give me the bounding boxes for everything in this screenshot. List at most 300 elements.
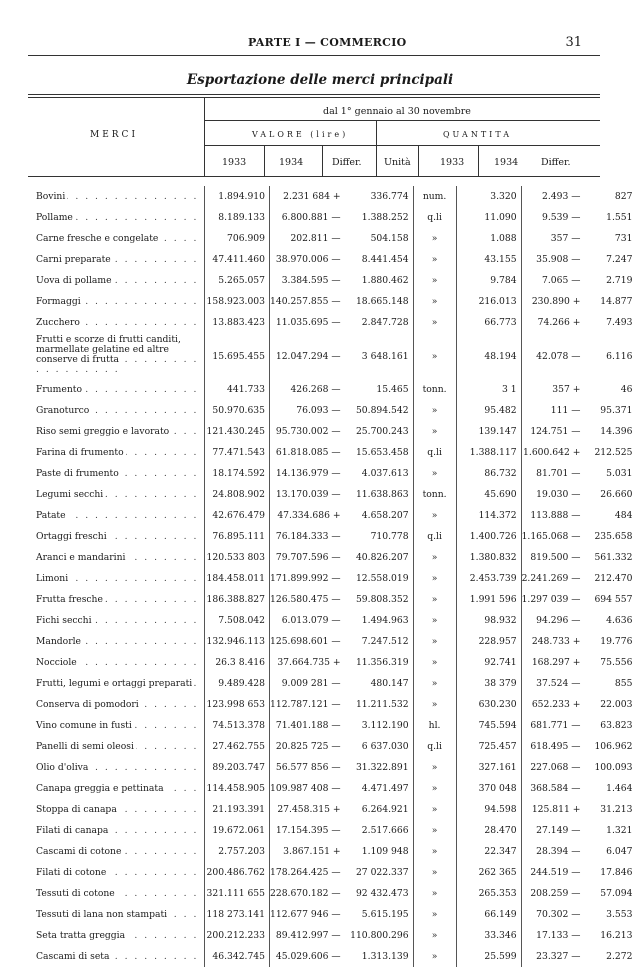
- table-row: [30, 186, 636, 207]
- divider: [204, 98, 205, 176]
- quantity-1933: 1.400.726: [456, 526, 521, 547]
- value-1933: 184.458.011: [205, 568, 270, 589]
- table-row: [30, 312, 636, 333]
- table-row: [30, 841, 636, 862]
- unit: »: [413, 862, 456, 883]
- quantity-diff: 95.371: [600, 405, 633, 416]
- quantity-diff: 46: [620, 384, 633, 395]
- quantity-diff: 75.556: [600, 657, 633, 668]
- value-1933: 15.695.455: [205, 333, 270, 379]
- row-label: Nocciole: [36, 657, 77, 668]
- quantity-1934: 37.524 —: [536, 678, 581, 689]
- quantity-1933: 9.784: [456, 270, 521, 291]
- value-1934: 140.257.855 —: [270, 296, 341, 307]
- unit: »: [413, 883, 456, 904]
- row-label: Panelli di semi oleosi: [36, 741, 134, 752]
- value-1933: 8.189.133: [205, 207, 270, 228]
- quantity-1934: 9.539 —: [542, 212, 581, 223]
- quantity-diff: 14.396: [600, 426, 633, 437]
- value-1934: 38.970.006 —: [275, 254, 341, 265]
- value-1934: 61.818.085 —: [275, 447, 341, 458]
- col-quantita-differ: Differ.: [541, 157, 571, 168]
- table-row: [30, 715, 636, 736]
- row-label: Olio d'oliva: [36, 762, 89, 773]
- quantity-1934: 368.584 —: [530, 783, 581, 794]
- row-label: Cascami di cotone: [36, 846, 122, 857]
- table-row: [30, 421, 636, 442]
- table-row: [30, 610, 636, 631]
- value-1933: 89.203.747: [205, 757, 270, 778]
- row-name: [30, 400, 205, 421]
- table-row: [30, 207, 636, 228]
- row-label: Canapa greggia e pettinata: [36, 783, 164, 794]
- unit: »: [413, 841, 456, 862]
- row-label: Frutta fresche: [36, 594, 103, 605]
- row-label: Tessuti di cotone: [36, 888, 115, 899]
- quantity-1933: 86.732: [456, 463, 521, 484]
- row-label: Cascami di seta: [36, 951, 110, 962]
- table-row: [30, 547, 636, 568]
- value-1934: 426.268 —: [290, 384, 341, 395]
- divider: [376, 121, 377, 176]
- row-label: Carne fresche e congelate: [36, 233, 159, 244]
- value-diff: 5.615.195: [345, 904, 414, 925]
- quantity-1933: 630.230: [456, 694, 521, 715]
- quantity-diff: 484: [614, 510, 633, 521]
- value-1933: 132.946.113: [205, 631, 270, 652]
- quantity-1933: 327.161: [456, 757, 521, 778]
- quantity-1934: 7.065 —: [542, 275, 581, 286]
- value-diff: 8.441.454: [345, 249, 414, 270]
- quantity-1933: 265.353: [456, 883, 521, 904]
- quantity-1934: 111 —: [550, 405, 581, 416]
- table-row: [30, 249, 636, 270]
- quantity-1934: 208.259 —: [530, 888, 581, 899]
- quantity-1933: 28.470: [456, 820, 521, 841]
- unit: »: [413, 228, 456, 249]
- quantity-1934: 357 +: [552, 384, 581, 395]
- unit: »: [413, 505, 456, 526]
- quantity-1933: 66.773: [456, 312, 521, 333]
- row-name: [30, 505, 205, 526]
- value-diff: 50.894.542: [345, 400, 414, 421]
- row-name: [30, 291, 205, 312]
- quantity-1934: 819.500 —: [530, 552, 581, 563]
- value-diff: 6.264.921: [345, 799, 414, 820]
- quantity-1933: 1.380.832: [456, 547, 521, 568]
- quantity-diff: 7.247: [606, 254, 633, 265]
- period-label: dal 1° gennaio al 30 novembre: [323, 106, 471, 117]
- value-1933: 7.508.042: [205, 610, 270, 631]
- value-1933: 18.174.592: [205, 463, 270, 484]
- quantity-diff: 3.553: [606, 909, 633, 920]
- value-1934: 112.677 946 —: [270, 909, 341, 920]
- quantity-1933: 3 1: [456, 379, 521, 400]
- row-name: [30, 589, 205, 610]
- quantity-1933: 94.598: [456, 799, 521, 820]
- row-label: Riso semi greggio e lavorato: [36, 426, 170, 437]
- row-name: [30, 820, 205, 841]
- quantity-diff: 16.213: [600, 930, 633, 941]
- unit: »: [413, 463, 456, 484]
- quantity-diff: 57.094: [600, 888, 633, 899]
- value-1934: 71.401.188 —: [275, 720, 341, 731]
- quantity-diff: 19.776: [600, 636, 633, 647]
- value-diff: 7.247.512: [345, 631, 414, 652]
- row-name: [30, 883, 205, 904]
- value-diff: 11.638.863: [345, 484, 414, 505]
- quantity-1934: 35.908 —: [536, 254, 581, 265]
- quantity-diff: 561.332: [594, 552, 633, 563]
- quantity-1933: 745.594: [456, 715, 521, 736]
- quantity-1933: 45.690: [456, 484, 521, 505]
- value-1933: 120.533 803: [205, 547, 270, 568]
- period-rule: [204, 120, 600, 121]
- table-row: [30, 736, 636, 757]
- table-row: [30, 228, 636, 249]
- value-diff: 31.322.891: [345, 757, 414, 778]
- value-1933: 2.757.203: [205, 841, 270, 862]
- value-diff: 2.847.728: [345, 312, 414, 333]
- quantity-1934: 2.493 —: [542, 191, 581, 202]
- col-valore-differ: Differ.: [332, 157, 362, 168]
- table-row: [30, 862, 636, 883]
- value-diff: 1.388.252: [345, 207, 414, 228]
- unit: »: [413, 547, 456, 568]
- quantity-diff: 17.846: [600, 867, 633, 878]
- value-1934: 37.664.735 +: [277, 657, 341, 668]
- quantity-1934: 42.078 —: [536, 350, 581, 362]
- col-valore-1934: 1934: [279, 157, 304, 168]
- value-1934: 3.867.151 +: [283, 846, 341, 857]
- row-label: Formaggi: [36, 296, 81, 307]
- value-1934: 11.035.695 —: [275, 317, 341, 328]
- quantity-1934: 1.165.068 —: [521, 531, 581, 542]
- quantity-1934: 681.771 —: [530, 720, 581, 731]
- value-diff: 4.037.613: [345, 463, 414, 484]
- value-1934: 76.093 —: [296, 405, 341, 416]
- divider: [322, 146, 323, 176]
- unit: q.li: [413, 736, 456, 757]
- unit: »: [413, 291, 456, 312]
- quantity-diff: 4.636: [606, 615, 633, 626]
- quantity-1934: 17.133 —: [536, 930, 581, 941]
- quantity-1933: 1.088: [456, 228, 521, 249]
- unit: q.li: [413, 526, 456, 547]
- quantity-1933: 25.599: [456, 946, 521, 967]
- value-1934: 202.811 —: [290, 233, 341, 244]
- value-1934: 95.730.002 —: [275, 426, 341, 437]
- quantity-1934: 28.394 —: [536, 846, 581, 857]
- value-diff: 15.465: [345, 379, 414, 400]
- quantity-1934: 2.241.269 —: [521, 573, 581, 584]
- quantity-1933: 370 048: [456, 778, 521, 799]
- table-row: [30, 778, 636, 799]
- table-top-rule: [28, 94, 600, 95]
- header-rule: [28, 55, 600, 56]
- value-diff: 12.558.019: [345, 568, 414, 589]
- quantity-1933: 114.372: [456, 505, 521, 526]
- value-1933: 9.489.428: [205, 673, 270, 694]
- value-1933: 158.923.003: [205, 291, 270, 312]
- row-name: [30, 799, 205, 820]
- quantity-diff: 14.877: [600, 296, 633, 307]
- unit: »: [413, 904, 456, 925]
- quantity-1934: 74.266 +: [537, 317, 581, 328]
- quantity-1934: 168.297 +: [531, 657, 581, 668]
- quantity-1934: 113.888 —: [530, 510, 581, 521]
- quantity-1933: 48.194: [456, 333, 521, 379]
- row-name: [30, 841, 205, 862]
- value-1934: 3.384.595 —: [281, 275, 341, 286]
- row-name: [30, 312, 205, 333]
- quantity-diff: 31.213: [600, 804, 633, 815]
- unit: »: [413, 421, 456, 442]
- unit: »: [413, 673, 456, 694]
- row-name: [30, 715, 205, 736]
- unit: »: [413, 249, 456, 270]
- row-label: Ortaggi freschi: [36, 531, 107, 542]
- unit: num.: [413, 186, 456, 207]
- row-name: [30, 333, 205, 379]
- quantity-1933: 228.957: [456, 631, 521, 652]
- row-label: Uova di pollame: [36, 275, 112, 286]
- row-name: [30, 778, 205, 799]
- unit: »: [413, 757, 456, 778]
- value-diff: 4.471.497: [345, 778, 414, 799]
- quantity-diff: 6.116: [606, 350, 633, 362]
- quantity-1934: 1.600.642 +: [523, 447, 581, 458]
- divider: [478, 146, 479, 176]
- section-title: PARTE I — COMMERCIO: [248, 36, 407, 49]
- value-1933: 24.808.902: [205, 484, 270, 505]
- row-label: Pollame: [36, 212, 73, 223]
- unit: q.li: [413, 442, 456, 463]
- row-label: Mandorle: [36, 636, 81, 647]
- value-1934: 20.825 725 —: [275, 741, 341, 752]
- value-1934: 79.707.596 —: [275, 552, 341, 563]
- quantity-diff: 6.047: [606, 846, 633, 857]
- value-1933: 200.486.762: [205, 862, 270, 883]
- value-1934: 56.577 856 —: [275, 762, 341, 773]
- value-diff: 2.517.666: [345, 820, 414, 841]
- row-name: [30, 526, 205, 547]
- quantity-1933: 38 379: [456, 673, 521, 694]
- value-diff: 27 022.337: [345, 862, 414, 883]
- table-row: [30, 505, 636, 526]
- row-label: Conserva di pomodori: [36, 699, 139, 710]
- unit: »: [413, 400, 456, 421]
- unit: hl.: [413, 715, 456, 736]
- row-label: Patate: [36, 510, 66, 521]
- value-1933: 50.970.635: [205, 400, 270, 421]
- quantity-1934: 70.302 —: [536, 909, 581, 920]
- value-diff: 6 637.030: [345, 736, 414, 757]
- quantity-1934: 27.149 —: [536, 825, 581, 836]
- table-row: [30, 379, 636, 400]
- divider: [418, 146, 419, 176]
- table-row: [30, 757, 636, 778]
- table-row: [30, 925, 636, 946]
- row-label: Tessuti di lana non stampati: [36, 909, 168, 920]
- row-name: [30, 862, 205, 883]
- quantity-1933: 66.149: [456, 904, 521, 925]
- page-number: 31: [565, 35, 582, 50]
- quantity-1933: 11.090: [456, 207, 521, 228]
- unit: »: [413, 694, 456, 715]
- quantity-1933: 92.741: [456, 652, 521, 673]
- row-name: [30, 421, 205, 442]
- value-1934: 17.154.395 —: [275, 825, 341, 836]
- table-row: [30, 883, 636, 904]
- quantity-1933: 1.991 596: [456, 589, 521, 610]
- value-1933: 5.265.057: [205, 270, 270, 291]
- row-label: Frumento: [36, 384, 82, 395]
- value-1933: 123.998 653: [205, 694, 270, 715]
- quantity-1934: 618.495 —: [530, 741, 581, 752]
- header-bottom-rule: [28, 176, 600, 177]
- row-label: Filati di cotone: [36, 867, 107, 878]
- quantity-diff: 100.093: [594, 762, 633, 773]
- row-name: [30, 484, 205, 505]
- unit: tonn.: [413, 379, 456, 400]
- table-row: [30, 526, 636, 547]
- unit: »: [413, 589, 456, 610]
- table-row: [30, 799, 636, 820]
- row-label: Frutti e scorze di frutti canditi, marmellate gelatine ed altre conserve di frutta: [36, 334, 181, 365]
- table-row: [30, 589, 636, 610]
- page-title: Esportazione delle merci principali: [186, 72, 454, 88]
- value-1933: 74.513.378: [205, 715, 270, 736]
- quantity-diff: 63.823: [600, 720, 633, 731]
- row-label: Seta tratta greggia: [36, 930, 126, 941]
- value-1933: 118 273.141: [205, 904, 270, 925]
- value-1934: 178.264.425 —: [270, 867, 341, 878]
- row-label: Frutti, legumi e ortaggi preparati: [36, 678, 193, 689]
- quantity-diff: 1.464: [606, 783, 633, 794]
- value-1933: 13.883.423: [205, 312, 270, 333]
- row-name: [30, 904, 205, 925]
- value-diff: 15.653.458: [345, 442, 414, 463]
- value-1933: 77.471.543: [205, 442, 270, 463]
- row-label: Zucchero: [36, 317, 80, 328]
- row-name: [30, 379, 205, 400]
- table-row: [30, 442, 636, 463]
- row-label: Bovini: [36, 191, 66, 202]
- value-1933: 321.111 655: [205, 883, 270, 904]
- quantity-1934: 81.701 —: [536, 468, 581, 479]
- row-name: [30, 736, 205, 757]
- value-diff: 4.658.207: [345, 505, 414, 526]
- value-1933: 186.388.827: [205, 589, 270, 610]
- row-name: [30, 547, 205, 568]
- quantity-1934: 244.519 —: [530, 867, 581, 878]
- row-name: [30, 694, 205, 715]
- unit: q.li: [413, 207, 456, 228]
- row-label: Farina di frumento: [36, 447, 124, 458]
- quantity-1934: 248.733 +: [531, 636, 581, 647]
- value-1933: 121.430.245: [205, 421, 270, 442]
- value-1934: 171.899.992 —: [270, 573, 341, 584]
- value-1934: 126.580.475 —: [270, 594, 341, 605]
- unit: »: [413, 925, 456, 946]
- quantity-diff: 212.525: [594, 447, 633, 458]
- table-row: [30, 463, 636, 484]
- value-diff: 1.494.963: [345, 610, 414, 631]
- value-diff: 1.880.462: [345, 270, 414, 291]
- table-row: [30, 820, 636, 841]
- table-row: [30, 652, 636, 673]
- value-1934: 12.047.294 —: [275, 350, 341, 362]
- value-diff: 11.356.319: [345, 652, 414, 673]
- row-name: [30, 249, 205, 270]
- value-1934: 89.412.997 —: [275, 930, 341, 941]
- unit: »: [413, 631, 456, 652]
- unit: »: [413, 333, 456, 379]
- table-row: [30, 694, 636, 715]
- value-1934: 6.013.079 —: [281, 615, 341, 626]
- unit: »: [413, 568, 456, 589]
- unit: »: [413, 652, 456, 673]
- value-diff: 3 648.161: [345, 333, 414, 379]
- quantity-diff: 106.962: [594, 741, 633, 752]
- col-quantita-1933: 1933: [440, 157, 465, 168]
- value-1934: 45.029.606 —: [275, 951, 341, 962]
- row-label: Vino comune in fusti: [36, 720, 132, 731]
- value-1934: 27.458.315 +: [277, 804, 341, 815]
- row-name: [30, 757, 205, 778]
- value-1933: 200.212.233: [205, 925, 270, 946]
- row-name: [30, 568, 205, 589]
- value-diff: 1.109 948: [345, 841, 414, 862]
- value-1933: 19.672.061: [205, 820, 270, 841]
- row-name: [30, 186, 205, 207]
- quantity-1933: 139.147: [456, 421, 521, 442]
- divider: [264, 146, 265, 176]
- quantity-1933: 216.013: [456, 291, 521, 312]
- unit: »: [413, 778, 456, 799]
- col-unita: Unità: [384, 157, 411, 168]
- value-diff: 710.778: [345, 526, 414, 547]
- row-name: [30, 463, 205, 484]
- value-1933: 441.733: [205, 379, 270, 400]
- value-diff: 3.112.190: [345, 715, 414, 736]
- unit: »: [413, 270, 456, 291]
- quantity-diff: 7.493: [606, 317, 633, 328]
- quantity-diff: 694 557: [594, 594, 633, 605]
- value-diff: 1.313.139: [345, 946, 414, 967]
- quantity-1933: 33.346: [456, 925, 521, 946]
- quantity-1934: 124.751 —: [530, 426, 581, 437]
- row-label: Aranci e mandarini: [36, 552, 126, 563]
- unit: »: [413, 610, 456, 631]
- table-top-rule-2: [28, 97, 600, 98]
- row-label: Stoppa di canapa: [36, 804, 117, 815]
- quantity-diff: 2.719: [606, 275, 633, 286]
- quantity-1933: 98.932: [456, 610, 521, 631]
- value-diff: 480.147: [345, 673, 414, 694]
- unit: »: [413, 312, 456, 333]
- value-1934: 228.670.182 —: [270, 888, 341, 899]
- value-1934: 2.231 684 +: [283, 191, 341, 202]
- quantity-1934: 1.297 039 —: [521, 594, 581, 605]
- quantity-1933: 2.453.739: [456, 568, 521, 589]
- quantity-1934: 125.811 +: [531, 804, 581, 815]
- value-1933: 47.411.460: [205, 249, 270, 270]
- row-label: Fichi secchi: [36, 615, 92, 626]
- row-name: [30, 673, 205, 694]
- quantity-diff: 1.551: [606, 212, 633, 223]
